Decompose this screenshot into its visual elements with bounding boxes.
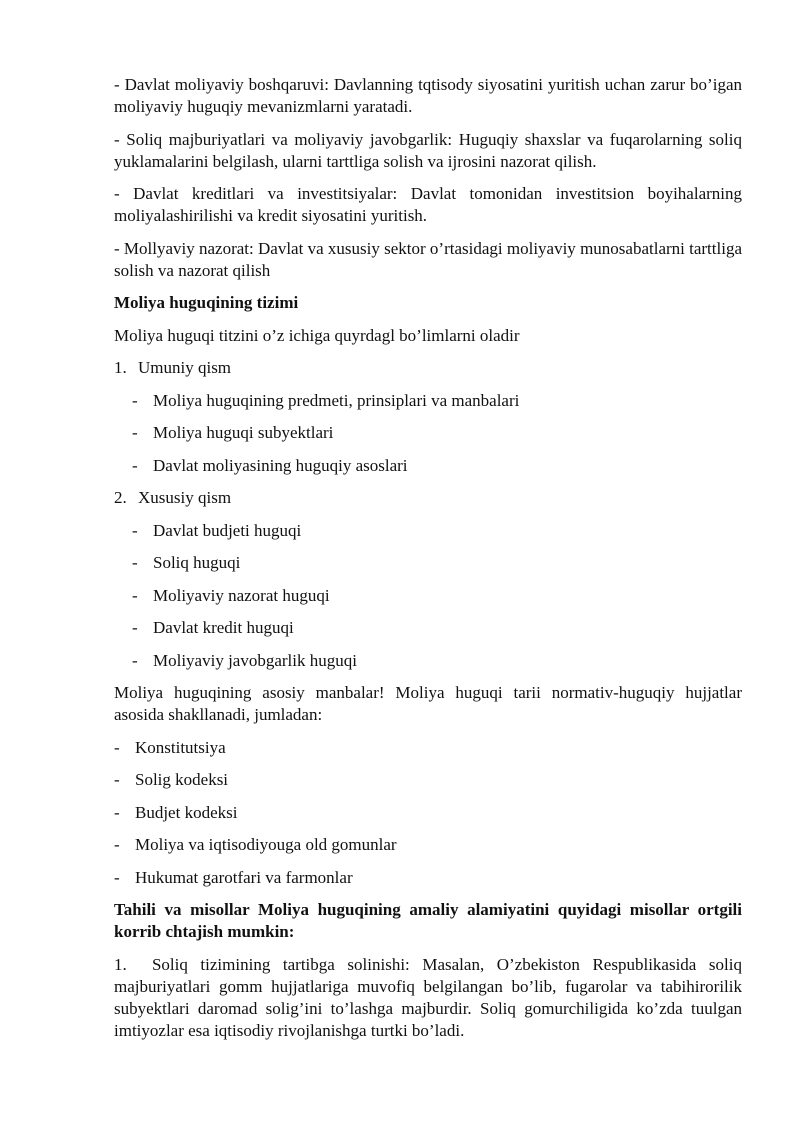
section-special (114, 487, 742, 509)
list-item (114, 834, 742, 856)
list-item-text: Moliya va iqtisodiyouga old gomunlar (135, 835, 397, 854)
dash-marker: - (114, 770, 120, 789)
dash-marker: - (132, 423, 138, 442)
paragraph-financial-control: - Mollyaviy nazorat: Davlat va xususiy sektor o’rtasidagi moliyaviy munosabatlarni tarttliga solish va nazorat qilish (114, 238, 742, 280)
system-heading: Moliya huguqining tizimi (114, 293, 299, 312)
list-item (114, 769, 742, 791)
section-number: 1. (114, 358, 127, 377)
list-item (132, 455, 742, 477)
list-item-text: Moliyaviy nazorat huguqi (153, 585, 330, 605)
list-item-text: Davlat moliyasining huguqiy asoslari (153, 455, 408, 475)
dash-marker: - (114, 802, 120, 822)
dash-marker: - (132, 618, 138, 637)
list-item-text: Moliya huguqi subyektlari (153, 423, 334, 442)
list-item-text: Soliq huguqi (153, 553, 241, 572)
list-item-text: Solig kodeksi (135, 770, 229, 789)
list-item (132, 422, 742, 444)
list-item (114, 867, 742, 889)
list-item-text: Budjet kodeksi (135, 802, 238, 822)
dash-marker: - (132, 390, 138, 410)
section-title: Xususiy qism (138, 488, 232, 507)
dash-marker: - (132, 650, 138, 670)
example-number: 1. (114, 954, 127, 974)
dash-marker: - (114, 737, 120, 757)
list-item (114, 802, 742, 824)
sources-intro: Moliya huguqining asosiy manbalar! Moliya huguqi tarii normativ-huguqiy hujjatlar asosida shakllanadi, jumladan: (114, 683, 742, 724)
list-item-text: Moliya huguqining predmeti, prinsiplari va manbalari (153, 390, 520, 410)
list-item-text: Hukumat garotfari va farmonlar (135, 867, 353, 887)
example-paragraph (114, 954, 742, 1042)
dash-marker: - (132, 585, 138, 605)
section-title: Umuniy qism (138, 358, 232, 377)
dash-marker: - (132, 520, 138, 540)
list-item-text: Davlat budjeti huguqi (153, 520, 302, 540)
list-item (114, 737, 742, 759)
section-general (114, 357, 742, 379)
document-page (114, 74, 742, 1042)
dash-marker: - (114, 867, 120, 887)
example-text: Soliq tizimining tartibga solinishi: Masalan, O’zbekiston Respublikasida soliq majburiyatlari gomm hujjatlariga muvofiq belgilangan bo’lib, fugarolar va tabihirorilik subyektlari daromad solig’ini to’lashga majburdir. Soliq gomurchiligida ko’zda tuulgan imtiyozlar esa iqtisodiy rivojlanishga turtki bo’ladi. (114, 954, 742, 1040)
system-intro: Moliya huguqi titzini o’z ichiga quyrdagl bo’limlarni oladir (114, 325, 520, 345)
list-item (132, 390, 742, 412)
analysis-heading: Tahili va misollar Moliya huguqining amaliy alamiyatini quyidagi misollar ortgili korrib chtajish mumkin: (114, 900, 742, 941)
list-item (132, 552, 742, 574)
paragraph-financial-management: - Davlat moliyaviy boshqaruvi: Davlanning tqtisody siyosatini yuritish uchan zarur bo’igan moliyaviy huguqiy mevanizmlarni yaratadi. (114, 75, 742, 116)
dash-marker: - (114, 835, 120, 854)
paragraph-tax-obligations: - Soliq majburiyatlari va moliyaviy javobgarlik: Huguqiy shaxslar va fuqarolarning soliq yuklamalarini belgilash, ularni tarttliga solish va ijrosini nazorat qilish. (114, 129, 742, 171)
section-number: 2. (114, 488, 127, 507)
list-item (132, 617, 742, 639)
dash-marker: - (132, 455, 138, 475)
dash-marker: - (132, 553, 138, 572)
list-item (132, 520, 742, 542)
list-item (132, 585, 742, 607)
list-item-text: Moliyaviy javobgarlik huguqi (153, 650, 357, 670)
list-item (132, 650, 742, 672)
list-item-text: Konstitutsiya (135, 737, 226, 757)
paragraph-state-credits: - Davlat kreditlari va investitsiyalar: Davlat tomonidan investitsion boyihalarning moliyalashirilishi va kredit siyosatini yuritish. (114, 184, 742, 225)
list-item-text: Davlat kredit huguqi (153, 618, 294, 637)
